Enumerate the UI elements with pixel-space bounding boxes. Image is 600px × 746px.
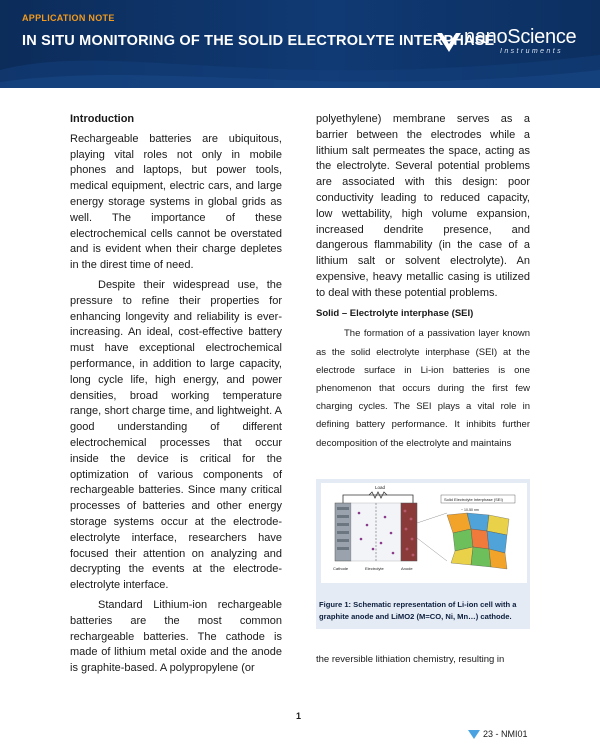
li-ion-cell-schematic: [321, 483, 527, 583]
document-title: IN SITU MONITORING OF THE SOLID ELECTROLYTE INTERPHASE: [22, 33, 495, 49]
intro-paragraph-3: Standard Lithium-ion rechargeable batteries are the most common rechargeable batteries. The cathode is made of lithium metal oxide and the anode is graphite-based. A polypropylene (or: [70, 598, 282, 675]
cathode-label: Cathode: [333, 566, 349, 571]
logo-subtitle: Instruments: [500, 48, 563, 55]
anode-label: Anode: [401, 566, 413, 571]
logo-wordmark: nanoScience: [464, 26, 577, 48]
electrolyte-label: Electrolyte: [365, 566, 384, 571]
page-header: [0, 0, 600, 88]
company-logo: [436, 26, 586, 66]
right-paragraph-continuation: the reversible lithiation chemistry, resulting in: [316, 654, 505, 665]
load-label: Load: [375, 485, 386, 490]
triangle-marker-icon: [468, 730, 480, 739]
application-note-label: APPLICATION NOTE: [22, 13, 115, 23]
sei-box-label: Solid Electrolyte Interphase (SEI): [444, 497, 503, 502]
left-column: [70, 112, 282, 681]
right-paragraph-1: polyethylene) membrane serves as a barrier between the electrodes while a lithium salt permeates the space, acting as the electrolyte. Several potential problems are associated with this design: poor conductivity leading to reduced capacity, low wettability, high volume expansion, increased dendrite presence, and dangerous flammability (in the case of a lithium salt or solvent electrolyte). An expensive, heavy metallic casing is utilized to deal with these potential problems.: [316, 113, 530, 299]
sei-heading: Solid – Electrolyte interphase (SEI): [316, 307, 474, 319]
figure-caption: Figure 1: Schematic representation of Li-ion cell with a graphite anode and LiMO2 (M=CO, Ni, Mn…) cathode.: [319, 600, 517, 621]
sei-scale-label: ~ 10-50 nm: [461, 508, 479, 512]
right-column: [316, 112, 530, 457]
introduction-heading: Introduction: [70, 113, 135, 125]
intro-paragraph-2: Despite their widespread use, the pressure to refine their properties for enhancing longevity and reliability is ever-increasing. An ideal, cost-effective battery must have exceptional electrochemical performance, in addition to large capacity, long cycle life, high energy, and power densities, broad working temperature range, short charge time, and lightweight. A good understanding of different electrochemical processes that occur inside the device is critical for the optimization of various components of rechargeable batteries. Since many critical processes of batteries and other energy storage systems occur at the electrode-electrolyte interface, researchers have focused their attention on analyzing and decrypting the events at the electrode-electrolyte interface.: [70, 278, 282, 592]
intro-paragraph-1: Rechargeable batteries are ubiquitous, playing vital roles not only in mobile phones and laptops, but power tools, medical equipment, electric cars, and large energy storage systems in global grids as well. The importance of these electrochemical cells cannot be overstated and is evident when their charge depletes in the direst time of need.: [70, 132, 282, 272]
page-number: 1: [296, 711, 302, 721]
figure-1: [316, 479, 530, 629]
document-code: 23 - NMI01: [483, 729, 528, 739]
logo-chevron-icon: [436, 30, 462, 54]
sei-paragraph: The formation of a passivation layer known as the solid electrolyte interphase (SEI) at the electrode surface in Li-ion batteries is one phenomenon that occurs during the first few charging cycles. The SEI plays a vital role in defining battery performance. It inhibits further decomposition of the electrolyte and maintains: [316, 328, 530, 449]
